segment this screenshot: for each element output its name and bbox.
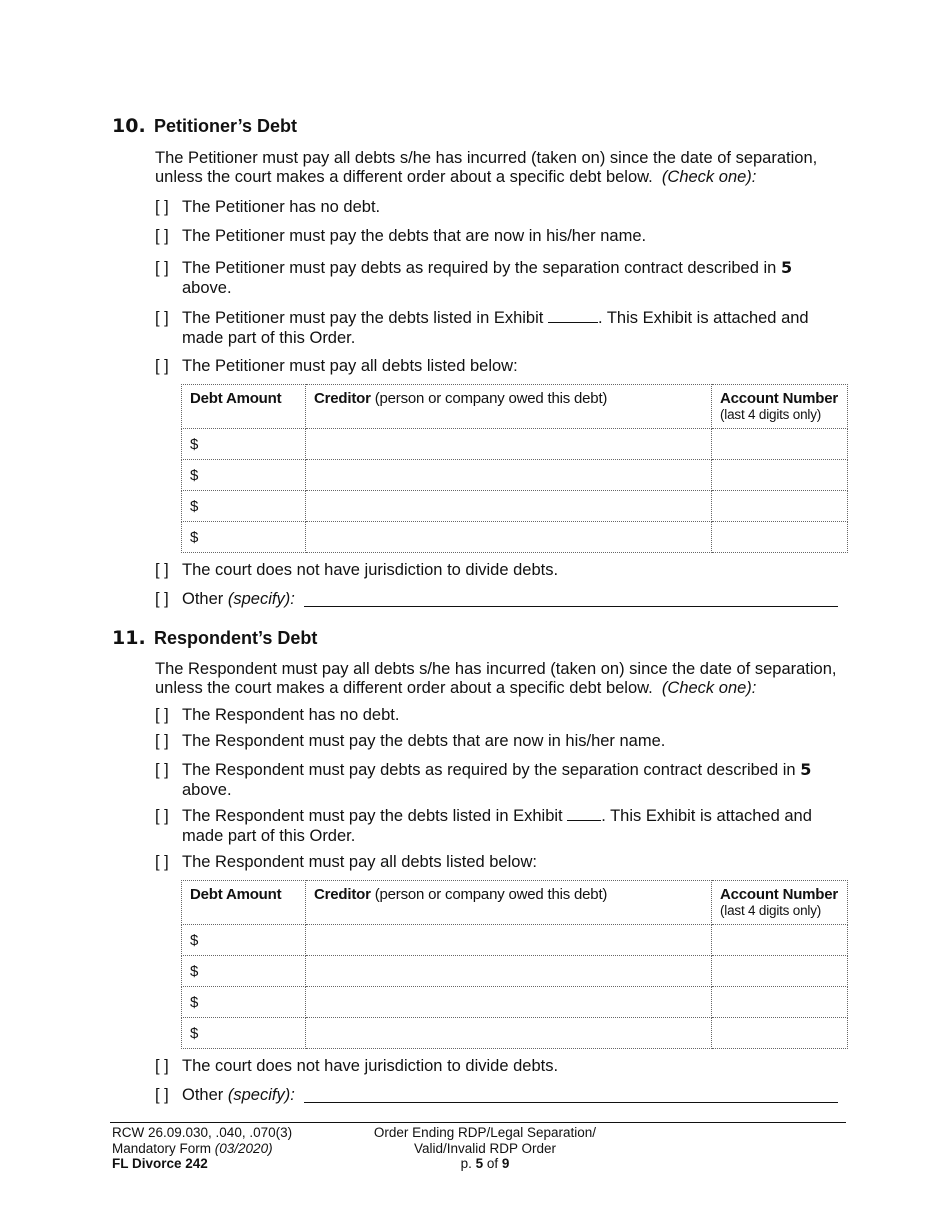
section-intro: The Respondent must pay all debts s/he has incurred (taken on) since the date of separation, unless the court makes a different order about a specific debt below. (Check one): [155,660,837,697]
exhibit-blank[interactable] [567,806,601,821]
account-cell[interactable] [712,925,848,956]
table-row [182,1018,848,1049]
amount-cell[interactable]: $ [182,956,306,987]
exhibit-blank[interactable] [548,308,598,323]
header-creditor: Creditor (person or company owed this debt) [306,385,712,429]
footer-rcw: RCW 26.09.030, .040, .070(3) [112,1125,293,1140]
amount-cell[interactable]: $ [182,1018,306,1049]
amount-cell[interactable]: $ [182,460,306,491]
section-heading [112,115,297,137]
amount-cell[interactable]: $ [182,491,306,522]
checkbox[interactable]: [ ] [155,1086,169,1104]
table-header-row [182,881,848,925]
checkbox[interactable]: [ ] [155,259,169,277]
other-specify-line[interactable] [304,606,838,607]
footer-divider [110,1122,846,1123]
account-cell[interactable] [712,1018,848,1049]
amount-cell[interactable]: $ [182,522,306,553]
section-number: 11. [112,627,146,649]
footer-form-info [112,1125,292,1172]
amount-cell[interactable]: $ [182,987,306,1018]
amount-cell[interactable]: $ [182,925,306,956]
account-cell[interactable] [712,987,848,1018]
footer-mandatory: Mandatory Form (03/2020) [112,1140,273,1156]
header-account-number: Account Number (last 4 digits only) [712,881,848,925]
creditor-cell[interactable] [306,429,712,460]
footer-form-id: FL Divorce 242 [112,1156,208,1171]
table-row [182,987,848,1018]
account-cell[interactable] [712,522,848,553]
creditor-cell[interactable] [306,1018,712,1049]
creditor-cell[interactable] [306,491,712,522]
account-cell[interactable] [712,429,848,460]
section-number: 10. [112,115,146,137]
creditor-cell[interactable] [306,460,712,491]
checkbox[interactable]: [ ] [155,357,169,375]
header-creditor: Creditor (person or company owed this debt) [306,881,712,925]
respondent-debt-table [181,880,848,1049]
account-cell[interactable] [712,956,848,987]
table-row [182,956,848,987]
account-cell[interactable] [712,491,848,522]
header-debt-amount: Debt Amount [182,881,306,925]
checkbox[interactable]: [ ] [155,561,169,579]
checkbox[interactable]: [ ] [155,227,169,245]
checkbox[interactable]: [ ] [155,732,169,750]
section-heading [112,627,317,649]
checkbox[interactable]: [ ] [155,309,169,327]
checkbox[interactable]: [ ] [155,761,169,779]
creditor-cell[interactable] [306,522,712,553]
amount-cell[interactable]: $ [182,429,306,460]
header-account-number: Account Number (last 4 digits only) [712,385,848,429]
creditor-cell[interactable] [306,956,712,987]
footer-form-title: Order Ending RDP/Legal Separation/ Valid/Invalid RDP Order p. 5 of 9 [335,1125,635,1172]
checkbox[interactable]: [ ] [155,853,169,871]
section-title: Respondent’s Debt [154,628,318,648]
table-row [182,491,848,522]
account-cell[interactable] [712,460,848,491]
table-header-row [182,385,848,429]
other-specify-line[interactable] [304,1102,838,1103]
section-intro: The Petitioner must pay all debts s/he has incurred (taken on) since the date of separation, unless the court makes a different order about a specific debt below. (Check one): [155,149,818,186]
header-debt-amount: Debt Amount [182,385,306,429]
checkbox[interactable]: [ ] [155,706,169,724]
table-row [182,925,848,956]
page-number: p. 5 of 9 [460,1156,510,1171]
creditor-cell[interactable] [306,987,712,1018]
table-row [182,429,848,460]
checkbox[interactable]: [ ] [155,1057,169,1075]
checkbox[interactable]: [ ] [155,590,169,608]
checkbox[interactable]: [ ] [155,807,169,825]
section-title: Petitioner’s Debt [154,116,298,136]
table-row [182,522,848,553]
table-row [182,460,848,491]
petitioner-debt-table [181,384,848,553]
checkbox[interactable]: [ ] [155,198,169,216]
creditor-cell[interactable] [306,925,712,956]
